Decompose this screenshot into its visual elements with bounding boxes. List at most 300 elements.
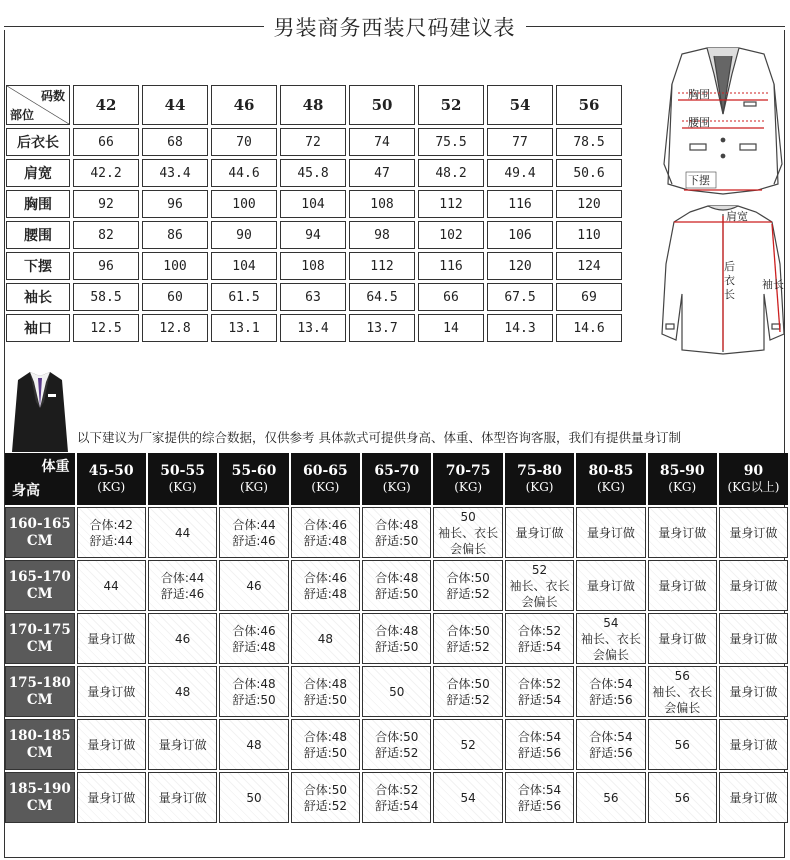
size-recommendation-cell [576, 772, 645, 823]
size-cell: 66 [73, 128, 139, 156]
size-recommendation-cell [719, 613, 788, 664]
recommendation-line: 合体:50 [446, 570, 490, 585]
size-cell: 116 [418, 252, 484, 280]
size-cell: 78.5 [556, 128, 622, 156]
weight-header-cell [505, 453, 574, 505]
recommendation-line: 舒适:50 [232, 692, 276, 707]
size-cell: 102 [418, 221, 484, 249]
height-range: 165-170 [8, 568, 71, 585]
weight-corner-top: 体重 [41, 459, 70, 475]
size-recommendation-cell [576, 560, 645, 611]
size-cell: 106 [487, 221, 553, 249]
recommendation-line: 舒适:52 [446, 639, 490, 654]
size-recommendation-cell [219, 560, 288, 611]
size-label: 54 [509, 96, 531, 114]
recommendation-line: 舒适:52 [375, 745, 419, 760]
height-label-cell [5, 666, 75, 717]
size-recommendation-cell [648, 613, 717, 664]
size-cell: 13.1 [211, 314, 277, 342]
size-cell: 70 [211, 128, 277, 156]
recommendation-line: 量身订做 [87, 790, 136, 805]
size-recommendation-cell [719, 719, 788, 770]
recommendation-line: 量身订做 [158, 790, 207, 805]
recommendation-line: 48 [317, 631, 333, 646]
size-recommendation-cell [291, 613, 360, 664]
size-corner-top: 码数 [40, 89, 65, 103]
weight-unit: (KG) [596, 480, 625, 494]
recommendation-line: 合体:50 [375, 729, 419, 744]
weight-range: 80-85 [588, 463, 634, 479]
weight-range: 90 [743, 463, 764, 479]
recommendation-line: 合体:48 [375, 623, 419, 638]
recommendation-line: 袖长、衣长 [580, 631, 641, 646]
size-row-label: 袖长 [6, 283, 70, 311]
size-recommendation-cell [576, 719, 645, 770]
front-hem-label: 下摆 [688, 174, 710, 187]
recommendation-line: 量身订做 [658, 525, 707, 540]
size-recommendation-cell [362, 772, 431, 823]
size-cell: 120 [556, 190, 622, 218]
recommendation-line: 48 [174, 684, 191, 699]
height-range: 175-180 [8, 674, 71, 691]
size-row-label: 袖口 [6, 314, 70, 342]
size-cell: 66 [418, 283, 484, 311]
height-row [5, 719, 788, 770]
recommendation-line: 舒适:50 [375, 533, 419, 548]
size-label: 44 [164, 96, 186, 114]
size-cell: 92 [73, 190, 139, 218]
size-recommendation-cell [433, 613, 502, 664]
size-recommendation-cell [362, 560, 431, 611]
recommendation-line: 量身订做 [658, 631, 707, 646]
page-title: 男装商务西装尺码建议表 [264, 16, 526, 40]
size-cell: 61.5 [211, 283, 277, 311]
weight-range: 85-90 [659, 463, 705, 479]
size-cell: 14 [418, 314, 484, 342]
title-bar [4, 0, 785, 44]
height-range: 180-185 [8, 727, 71, 744]
size-cell: 110 [556, 221, 622, 249]
recommendation-line: 合体:44 [232, 517, 276, 532]
recommendation-line: 舒适:50 [375, 586, 419, 601]
size-recommendation-cell [433, 666, 502, 717]
height-unit: CM [26, 797, 53, 814]
size-header-cell [418, 85, 484, 125]
recommendation-line: 舒适:54 [375, 798, 419, 813]
recommendation-line: 舒适:50 [303, 692, 348, 707]
height-weight-table [3, 451, 790, 825]
size-recommendation-cell [148, 719, 217, 770]
recommendation-line: 合体:54 [589, 729, 633, 744]
recommendation-line: 量身订做 [87, 684, 136, 699]
size-cell: 58.5 [73, 283, 139, 311]
weight-unit: (KG) [311, 480, 340, 494]
recommendation-line: 袖长、衣长 [652, 684, 713, 699]
recommendation-line: 量身订做 [729, 631, 778, 646]
height-range: 185-190 [8, 780, 71, 797]
weight-unit: (KG) [668, 480, 697, 494]
size-cell: 72 [280, 128, 346, 156]
recommendation-line: 量身订做 [729, 525, 778, 540]
size-header-row [6, 85, 622, 125]
height-unit: CM [26, 744, 53, 761]
size-cell: 96 [73, 252, 139, 280]
size-label: 52 [440, 96, 462, 114]
height-unit: CM [26, 691, 53, 708]
weight-unit: (KG) [525, 480, 554, 494]
size-recommendation-cell [505, 613, 574, 664]
size-corner [7, 86, 69, 124]
back-length-label [724, 260, 735, 301]
weight-header-cell [219, 453, 288, 505]
recommendation-line: 舒适:50 [303, 745, 348, 760]
size-recommendation-cell [148, 613, 217, 664]
recommendation-line: 舒适:46 [160, 586, 205, 601]
recommendation-line: 舒适:54 [517, 692, 562, 707]
size-row [6, 252, 622, 280]
size-row [6, 128, 622, 156]
weight-header-row [5, 453, 788, 505]
recommendation-line: 合体:42 [89, 517, 133, 532]
size-cell: 104 [280, 190, 346, 218]
size-cell: 12.5 [73, 314, 139, 342]
page-title-wrap [4, 12, 785, 42]
size-recommendation-cell [362, 613, 431, 664]
size-cell: 49.4 [487, 159, 553, 187]
size-cell: 14.6 [556, 314, 622, 342]
recommendation-line: 50 [389, 684, 405, 699]
recommendation-line: 舒适:48 [303, 586, 348, 601]
size-row-label: 肩宽 [6, 159, 70, 187]
recommendation-line: 舒适:52 [446, 692, 490, 707]
recommendation-line: 合体:52 [375, 782, 419, 797]
size-cell: 48.2 [418, 159, 484, 187]
recommendation-line: 合体:46 [232, 623, 276, 638]
size-recommendation-cell [219, 666, 288, 717]
weight-unit: (KG) [97, 480, 126, 494]
size-row-label: 胸围 [6, 190, 70, 218]
recommendation-line: 56 [674, 737, 690, 752]
weight-unit: (KG) [382, 480, 411, 494]
size-cell: 43.4 [142, 159, 208, 187]
size-recommendation-cell [505, 772, 574, 823]
size-recommendation-cell [576, 507, 645, 558]
recommendation-line: 56 [674, 790, 690, 805]
size-cell: 120 [487, 252, 553, 280]
weight-header-cell [77, 453, 146, 505]
recommendation-line: 合体:48 [375, 570, 419, 585]
size-label: 56 [578, 96, 600, 114]
size-recommendation-cell [362, 719, 431, 770]
weight-header-cell [719, 453, 788, 505]
height-unit: CM [26, 532, 53, 549]
size-cell: 75.5 [418, 128, 484, 156]
size-recommendation-cell [433, 507, 502, 558]
recommendation-line: 52 [531, 562, 548, 577]
recommendation-line: 44 [103, 578, 119, 593]
height-unit: CM [26, 638, 53, 655]
recommendation-line: 舒适:54 [517, 639, 562, 654]
recommendation-line: 合体:46 [303, 517, 348, 532]
height-row [5, 666, 788, 717]
size-recommendation-cell [576, 613, 645, 664]
size-cell: 67.5 [487, 283, 553, 311]
recommendation-line: 舒适:44 [89, 533, 133, 548]
weight-header-cell [576, 453, 645, 505]
recommendation-line: 会偏长 [450, 541, 487, 556]
recommendation-line: 合体:50 [446, 676, 490, 691]
size-cell: 64.5 [349, 283, 415, 311]
size-cell: 112 [349, 252, 415, 280]
size-row [6, 190, 622, 218]
size-recommendation-cell [433, 560, 502, 611]
weight-range: 55-60 [231, 463, 277, 479]
size-recommendation-cell [505, 560, 574, 611]
size-recommendation-cell [291, 719, 360, 770]
recommendation-line: 量身订做 [158, 737, 207, 752]
size-recommendation-cell [291, 666, 360, 717]
size-label: 42 [95, 96, 117, 114]
size-cell: 124 [556, 252, 622, 280]
size-row-label: 腰围 [6, 221, 70, 249]
size-chart-table [3, 82, 625, 345]
size-cell: 60 [142, 283, 208, 311]
recommendation-line: 合体:48 [375, 517, 419, 532]
recommendation-line: 合体:54 [589, 676, 633, 691]
recommendation-line: 54 [603, 615, 619, 630]
height-label-cell [5, 719, 75, 770]
size-cell: 116 [487, 190, 553, 218]
size-row-label: 下摆 [6, 252, 70, 280]
back-shoulder-label: 肩宽 [726, 210, 748, 223]
recommendation-line: 54 [460, 790, 476, 805]
height-range: 170-175 [8, 621, 71, 638]
size-recommendation-cell [576, 666, 645, 717]
back-sleeve-label: 袖长 [762, 278, 784, 291]
recommendation-line: 会偏长 [521, 594, 558, 609]
size-header-cell [349, 85, 415, 125]
size-recommendation-cell [648, 719, 717, 770]
back-length-char: 衣 [724, 274, 735, 287]
size-recommendation-cell [219, 613, 288, 664]
size-cell: 108 [280, 252, 346, 280]
size-recommendation-cell [719, 772, 788, 823]
recommendation-line: 合体:54 [517, 782, 562, 797]
size-recommendation-cell [77, 560, 146, 611]
recommendation-line: 50 [460, 509, 476, 524]
recommendation-line: 合体:48 [232, 676, 276, 691]
weight-range: 70-75 [445, 463, 491, 479]
recommendation-line: 合体:50 [303, 782, 348, 797]
size-corner-cell [6, 85, 70, 125]
height-row [5, 507, 788, 558]
size-recommendation-cell [77, 507, 146, 558]
recommendation-line: 合体:44 [160, 570, 205, 585]
height-unit: CM [26, 585, 53, 602]
weight-range: 45-50 [88, 463, 134, 479]
recommendation-line: 50 [246, 790, 262, 805]
size-recommendation-cell [291, 772, 360, 823]
recommendation-line: 舒适:46 [232, 533, 276, 548]
height-range: 160-165 [8, 515, 71, 532]
size-cell: 13.4 [280, 314, 346, 342]
size-label: 50 [371, 96, 393, 114]
recommendation-line: 量身订做 [729, 684, 778, 699]
back-length-char: 后 [724, 260, 735, 273]
height-row [5, 772, 788, 823]
size-cell: 12.8 [142, 314, 208, 342]
size-recommendation-cell [77, 666, 146, 717]
height-label-cell [5, 613, 75, 664]
size-recommendation-cell [648, 560, 717, 611]
size-recommendation-cell [648, 666, 717, 717]
size-recommendation-cell [291, 507, 360, 558]
size-row [6, 221, 622, 249]
size-recommendation-cell [362, 507, 431, 558]
size-cell: 96 [142, 190, 208, 218]
recommendation-line: 量身订做 [87, 737, 136, 752]
recommendation-line: 舒适:56 [517, 798, 562, 813]
recommendation-line: 舒适:56 [517, 745, 562, 760]
weight-header-cell [648, 453, 717, 505]
size-recommendation-cell [433, 772, 502, 823]
size-row [6, 314, 622, 342]
recommendation-line: 舒适:50 [375, 639, 419, 654]
weight-header-cell [291, 453, 360, 505]
size-cell: 42.2 [73, 159, 139, 187]
recommendation-line: 合体:50 [446, 623, 490, 638]
recommendation-line: 会偏长 [592, 647, 629, 662]
recommendation-line: 舒适:56 [589, 745, 633, 760]
size-recommendation-cell [291, 560, 360, 611]
size-row-label: 后衣长 [6, 128, 70, 156]
size-recommendation-cell [719, 507, 788, 558]
recommendation-line: 舒适:52 [446, 586, 490, 601]
size-recommendation-cell [505, 719, 574, 770]
size-recommendation-cell [719, 560, 788, 611]
size-cell: 63 [280, 283, 346, 311]
size-cell: 47 [349, 159, 415, 187]
recommendation-line: 56 [603, 790, 619, 805]
size-cell: 14.3 [487, 314, 553, 342]
jacket-front-diagram [662, 44, 784, 196]
weight-corner-cell [5, 453, 75, 505]
recommendation-line: 合体:54 [517, 729, 562, 744]
size-cell: 90 [211, 221, 277, 249]
weight-corner-bottom: 身高 [12, 483, 40, 499]
size-cell: 68 [142, 128, 208, 156]
size-cell: 50.6 [556, 159, 622, 187]
size-header-cell [556, 85, 622, 125]
size-cell: 82 [73, 221, 139, 249]
height-row [5, 560, 788, 611]
size-cell: 13.7 [349, 314, 415, 342]
front-waist-label: 腰围 [688, 116, 710, 129]
weight-unit: (KG以上) [727, 480, 780, 494]
recommendation-line: 舒适:48 [232, 639, 276, 654]
size-recommendation-cell [77, 613, 146, 664]
sizing-note: 以下建议为厂家提供的综合数据，仅供参考 具体款式可提供身高、体重、体型咨询客服，我们有提供量身订制 [77, 430, 681, 445]
size-recommendation-cell [433, 719, 502, 770]
weight-unit: (KG) [454, 480, 483, 494]
recommendation-line: 量身订做 [729, 790, 778, 805]
weight-header-cell [433, 453, 502, 505]
size-header-cell [73, 85, 139, 125]
back-length-char: 长 [724, 288, 735, 301]
size-cell: 100 [142, 252, 208, 280]
recommendation-line: 48 [246, 737, 262, 752]
recommendation-line: 56 [674, 668, 690, 683]
size-header-cell [211, 85, 277, 125]
size-recommendation-cell [505, 666, 574, 717]
size-header-cell [142, 85, 208, 125]
weight-header-cell [362, 453, 431, 505]
height-label-cell [5, 507, 75, 558]
size-recommendation-cell [148, 507, 217, 558]
recommendation-line: 46 [246, 578, 262, 593]
recommendation-line: 44 [174, 525, 191, 540]
height-label-cell [5, 772, 75, 823]
recommendation-line: 量身订做 [87, 631, 136, 646]
size-cell: 98 [349, 221, 415, 249]
size-recommendation-cell [219, 507, 288, 558]
size-recommendation-cell [148, 666, 217, 717]
size-cell: 108 [349, 190, 415, 218]
size-cell: 100 [211, 190, 277, 218]
weight-range: 75-80 [517, 463, 562, 479]
height-row [5, 613, 788, 664]
recommendation-line: 合体:48 [303, 729, 348, 744]
recommendation-line: 量身订做 [658, 578, 707, 593]
weight-range: 50-55 [160, 463, 205, 479]
recommendation-line: 合体:52 [517, 676, 562, 691]
size-cell: 77 [487, 128, 553, 156]
size-recommendation-cell [719, 666, 788, 717]
weight-range: 60-65 [302, 463, 348, 479]
height-label-cell [5, 560, 75, 611]
size-cell: 94 [280, 221, 346, 249]
weight-unit: (KG) [240, 480, 268, 494]
recommendation-line: 袖长、衣长 [509, 578, 570, 593]
weight-header-cell [148, 453, 217, 505]
recommendation-line: 量身订做 [729, 737, 778, 752]
jacket-back-diagram [660, 204, 786, 356]
size-cell: 69 [556, 283, 622, 311]
size-row [6, 283, 622, 311]
weight-unit: (KG) [168, 480, 197, 494]
size-cell: 45.8 [280, 159, 346, 187]
size-recommendation-cell [362, 666, 431, 717]
recommendation-line: 量身订做 [586, 578, 635, 593]
size-row [6, 159, 622, 187]
recommendation-line: 量身订做 [729, 578, 778, 593]
recommendation-line: 量身订做 [515, 525, 564, 540]
recommendation-line: 袖长、衣长 [438, 525, 499, 540]
size-cell: 74 [349, 128, 415, 156]
recommendation-line: 舒适:52 [303, 798, 348, 813]
size-recommendation-cell [648, 772, 717, 823]
recommendation-line: 合体:46 [303, 570, 348, 585]
size-header-cell [280, 85, 346, 125]
size-cell: 44.6 [211, 159, 277, 187]
front-chest-label: 胸围 [688, 88, 710, 101]
recommendation-line: 量身订做 [586, 525, 635, 540]
size-recommendation-cell [77, 772, 146, 823]
recommendation-line: 会偏长 [664, 700, 701, 715]
size-cell: 112 [418, 190, 484, 218]
size-recommendation-cell [77, 719, 146, 770]
recommendation-line: 合体:52 [517, 623, 562, 638]
